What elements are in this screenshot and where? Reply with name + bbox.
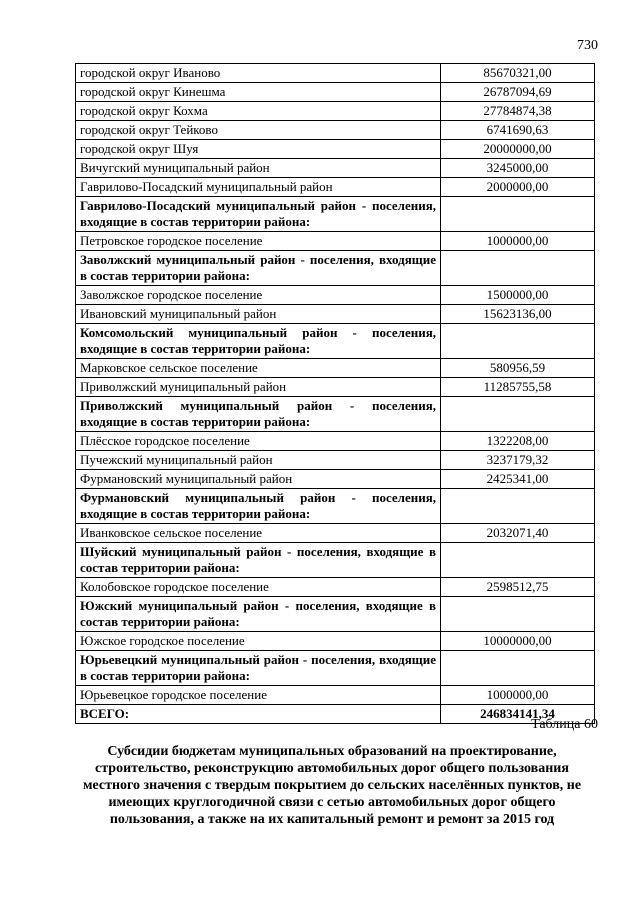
amount-cell: 1000000,00 [441, 686, 595, 705]
table-row [76, 83, 595, 102]
municipality-name-cell: Заволжский муниципальный район - поселения, входящие в состав территории района: [76, 251, 441, 286]
municipality-name-cell: Вичугский муниципальный район [76, 159, 441, 178]
table-row [76, 305, 595, 324]
group-header-row [76, 597, 595, 632]
municipality-name-cell: Юрьевецкий муниципальный район - поселения, входящие в состав территории района: [76, 651, 441, 686]
amount-cell: 580956,59 [441, 359, 595, 378]
table-row [76, 451, 595, 470]
amount-cell: 10000000,00 [441, 632, 595, 651]
amount-cell [441, 543, 595, 578]
table-row [76, 121, 595, 140]
group-header-row [76, 397, 595, 432]
municipality-name-cell: Марковское сельское поселение [76, 359, 441, 378]
table-row [76, 159, 595, 178]
amount-cell [441, 397, 595, 432]
amount-cell [441, 651, 595, 686]
amount-cell: 6741690,63 [441, 121, 595, 140]
table-row [76, 102, 595, 121]
municipality-name-cell: городской округ Тейково [76, 121, 441, 140]
group-header-row [76, 489, 595, 524]
table-row [76, 578, 595, 597]
municipality-name-cell: городской округ Кохма [76, 102, 441, 121]
amount-cell: 26787094,69 [441, 83, 595, 102]
table-row [76, 140, 595, 159]
amount-cell: 1000000,00 [441, 232, 595, 251]
amount-cell: 2425341,00 [441, 470, 595, 489]
table-row [76, 286, 595, 305]
table-row [76, 686, 595, 705]
amount-cell [441, 324, 595, 359]
municipality-name-cell: городской округ Иваново [76, 64, 441, 83]
municipality-name-cell: Иванковское сельское поселение [76, 524, 441, 543]
municipality-name-cell: городской округ Шуя [76, 140, 441, 159]
table-row [76, 232, 595, 251]
municipality-name-cell: Гаврилово-Посадский муниципальный район [76, 178, 441, 197]
amount-cell: 2032071,40 [441, 524, 595, 543]
municipality-name-cell: Фурмановский муниципальный район [76, 470, 441, 489]
subsidy-table-body [76, 64, 595, 724]
municipality-name-cell: ВСЕГО: [76, 705, 441, 724]
table-row [76, 524, 595, 543]
municipality-name-cell: Южский муниципальный район - поселения, входящие в состав территории района: [76, 597, 441, 632]
group-header-row [76, 251, 595, 286]
amount-cell [441, 489, 595, 524]
page-number: 730 [577, 38, 598, 53]
municipality-name-cell: городской округ Кинешма [76, 83, 441, 102]
municipality-name-cell: Петровское городское поселение [76, 232, 441, 251]
amount-cell: 2000000,00 [441, 178, 595, 197]
table-caption: Таблица 60 [531, 717, 598, 732]
amount-cell: 15623136,00 [441, 305, 595, 324]
amount-cell [441, 597, 595, 632]
municipality-name-cell: Приволжский муниципальный район - поселения, входящие в состав территории района: [76, 397, 441, 432]
table-row [76, 470, 595, 489]
municipality-name-cell: Ивановский муниципальный район [76, 305, 441, 324]
municipality-name-cell: Фурмановский муниципальный район - поселения, входящие в состав территории района: [76, 489, 441, 524]
amount-cell: 1500000,00 [441, 286, 595, 305]
municipality-name-cell: Комсомольский муниципальный район - поселения, входящие в состав территории района: [76, 324, 441, 359]
group-header-row [76, 543, 595, 578]
municipality-name-cell: Юрьевецкое городское поселение [76, 686, 441, 705]
amount-cell: 3245000,00 [441, 159, 595, 178]
amount-cell: 20000000,00 [441, 140, 595, 159]
table-row [76, 378, 595, 397]
amount-cell: 11285755,58 [441, 378, 595, 397]
municipality-name-cell: Заволжское городское поселение [76, 286, 441, 305]
subsidy-table [75, 63, 595, 724]
group-header-row [76, 651, 595, 686]
municipality-name-cell: Шуйский муниципальный район - поселения, входящие в состав территории района: [76, 543, 441, 578]
table-row [76, 64, 595, 83]
municipality-name-cell: Пучежский муниципальный район [76, 451, 441, 470]
table-row [76, 632, 595, 651]
group-header-row [76, 324, 595, 359]
municipality-name-cell: Южское городское поселение [76, 632, 441, 651]
amount-cell [441, 251, 595, 286]
municipality-name-cell: Колобовское городское поселение [76, 578, 441, 597]
amount-cell: 246834141,34 [441, 705, 595, 724]
amount-cell: 27784874,38 [441, 102, 595, 121]
table-title: Субсидии бюджетам муниципальных образований на проектирование, строительство, реконструкцию автомобильных дорог общего пользования местного значения с твердым покрытием до сельских населённых пунктов, не имеющих круглогодичной связи с сетью автомобильных дорог общего пользования, а также на их капитальный ремонт и ремонт за 2015 год [82, 744, 582, 827]
table-row [76, 359, 595, 378]
total-row [76, 705, 595, 724]
municipality-name-cell: Плёсское городское поселение [76, 432, 441, 451]
municipality-name-cell: Гаврилово-Посадский муниципальный район - поселения, входящие в состав территории района: [76, 197, 441, 232]
amount-cell: 1322208,00 [441, 432, 595, 451]
group-header-row [76, 197, 595, 232]
table-row [76, 178, 595, 197]
table-row [76, 432, 595, 451]
municipality-name-cell: Приволжский муниципальный район [76, 378, 441, 397]
amount-cell: 2598512,75 [441, 578, 595, 597]
amount-cell: 85670321,00 [441, 64, 595, 83]
amount-cell [441, 197, 595, 232]
amount-cell: 3237179,32 [441, 451, 595, 470]
